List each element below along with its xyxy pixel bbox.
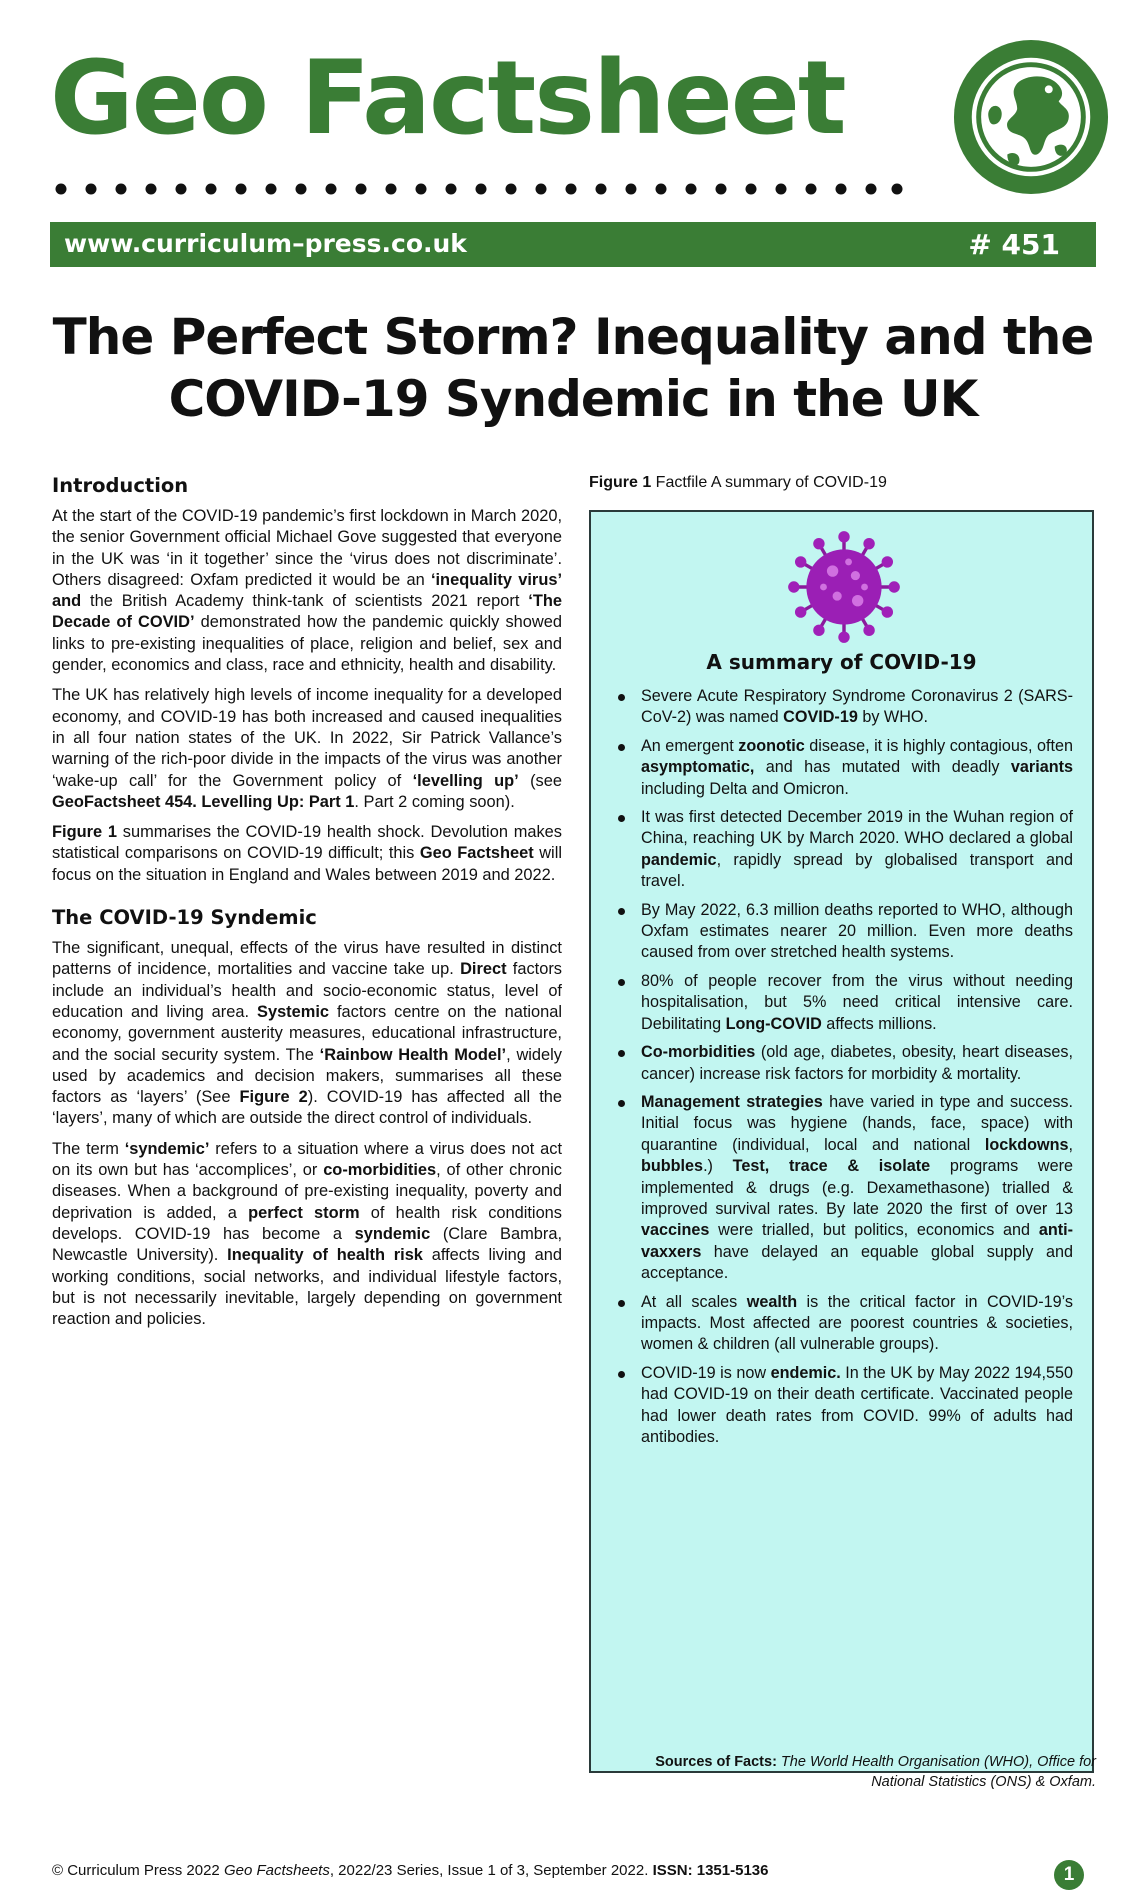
issue-number: # 451 bbox=[968, 228, 1060, 261]
dotted-divider bbox=[54, 182, 904, 196]
coronavirus-icon bbox=[787, 530, 901, 644]
list-item: By May 2022, 6.3 million deaths reported to WHO, although Oxfam estimates nearer 20 million. Even more deaths caused from over stretched health systems. bbox=[641, 900, 1073, 964]
header-bar bbox=[50, 222, 1096, 267]
intro-paragraph-3: Figure 1 summarises the COVID-19 health shock. Devolution makes statistical comparisons on COVID-19 difficult; this Geo Factsheet will focus on the situation in England and Wales between 2019 and 2022. bbox=[52, 823, 562, 884]
list-item: Management strategies have varied in type and success. Initial focus was hygiene (hands, face, space) with quarantine (individual, local and national lockdowns, bubbles.) Test, trace & isolate programs were implemented & drugs (e.g. Dexamethasone) trialled & improved survival rates. By late 2020 the first of over 13 vaccines were trialled, but politics, economics and anti-vaxxers have delayed an equable global supply and acceptance. bbox=[641, 1092, 1073, 1285]
figure-1-caption: Figure 1 Factfile A summary of COVID-19 bbox=[589, 474, 887, 491]
article-title-line-2: COVID-19 Syndemic in the UK bbox=[168, 370, 978, 428]
syndemic-paragraph-1: The significant, unequal, effects of the virus have resulted in distinct patterns of incidence, mortalities and vaccine take up. Direct factors include an individual’s health and socio-economic status, level of education and living area. Systemic factors centre on the national economy, government austerity measures, educational infrastructure, and the social security system. The ‘Rainbow Health Model’, widely used by academics and decision makers, summarises all these factors as ‘layers’ (See Figure 2). COVID-19 has affected all the ‘layers’, many of which are outside the direct control of individuals. bbox=[52, 939, 563, 1128]
intro-paragraph-2: The UK has relatively high levels of income inequality for a developed economy, and COVID-19 has both increased and caused inequalities in all four nation states of the UK. In 2022, Sir Patrick Vallance’s warning of the rich-poor divide in the impacts of the virus was another ‘wake-up call’ for the Government policy of ‘levelling up’ (see GeoFactsheet 454. Levelling Up: Part 1. Part 2 coming soon). bbox=[52, 686, 562, 811]
article-title-line-1: The Perfect Storm? Inequality and the bbox=[52, 308, 1094, 366]
syndemic-heading: The COVID-19 Syndemic bbox=[52, 906, 317, 930]
footer-copyright: © Curriculum Press 2022 Geo Factsheets, 2022/23 Series, Issue 1 of 3, September 2022. ISSN: 1351-5136 bbox=[52, 1862, 769, 1879]
syndemic-paragraph-2: The term ‘syndemic’ refers to a situation where a virus does not act on its own but has ‘accomplices’, or co-morbidities, of other chronic diseases. When a background of pre-existing inequality, poverty and deprivation is added, a perfect storm of health risk conditions develops. COVID-19 has become a syndemic (Clare Bambra, Newcastle University). Inequality of health risk affects living and working conditions, social networks, and individual lifestyle factors, but is not necessarily inevitable, largely depending on government reaction and policies. bbox=[52, 1139, 562, 1329]
factfile-list bbox=[641, 686, 1073, 1455]
list-item: Severe Acute Respiratory Syndrome Coronavirus 2 (SARS-CoV-2) was named COVID-19 by WHO. bbox=[641, 686, 1073, 729]
page-number: 1 bbox=[1054, 1860, 1084, 1890]
left-column bbox=[52, 474, 562, 1339]
website-url[interactable]: www.curriculum–press.co.uk bbox=[64, 229, 467, 258]
factfile-box bbox=[589, 510, 1094, 1773]
factfile-heading: A summary of COVID-19 bbox=[706, 650, 977, 674]
masthead-title: Geo Factsheet bbox=[50, 39, 845, 158]
sources-note: Sources of Facts: The World Health Organisation (WHO), Office for National Statistics (ONS) & Oxfam. bbox=[655, 1754, 1096, 1790]
list-item: 80% of people recover from the virus without needing hospitalisation, but 5% need critical intensive care. Debilitating Long-COVID affects millions. bbox=[641, 971, 1073, 1035]
intro-paragraph-1: At the start of the COVID-19 pandemic’s first lockdown in March 2020, the senior Government official Michael Gove suggested that everyone in the UK was ‘in it together’ since the ‘virus does not discriminate’. Others disagreed: Oxfam predicted it would be an ‘inequality virus’ and the British Academy think-tank of scientists 2021 report ‘The Decade of COVID’ demonstrated how the pandemic quickly showed links to pre-existing inequalities of place, religion and belief, sex and gender, economics and class, race and ethnicity, health and disability. bbox=[52, 507, 562, 675]
list-item: It was first detected December 2019 in the Wuhan region of China, reaching UK by March 2020. WHO declared a global pandemic, rapidly spread by globalised transport and travel. bbox=[641, 807, 1073, 893]
list-item: COVID-19 is now endemic. In the UK by May 2022 194,550 had COVID-19 on their death certificate. Vaccinated people had lower death rates from COVID. 99% of adults had antibodies. bbox=[641, 1363, 1073, 1449]
list-item: An emergent zoonotic disease, it is highly contagious, often asymptomatic, and has mutated with deadly variants including Delta and Omicron. bbox=[641, 736, 1073, 800]
list-item: Co-morbidities (old age, diabetes, obesity, heart diseases, cancer) increase risk factors for morbidity & mortality. bbox=[641, 1042, 1073, 1085]
article-title bbox=[40, 306, 1106, 430]
globe-logo-icon bbox=[952, 38, 1110, 196]
introduction-heading: Introduction bbox=[52, 474, 189, 497]
list-item: At all scales wealth is the critical factor in COVID-19’s impacts. Most affected are poorest countries & societies, women & children (all vulnerable groups). bbox=[641, 1292, 1073, 1356]
